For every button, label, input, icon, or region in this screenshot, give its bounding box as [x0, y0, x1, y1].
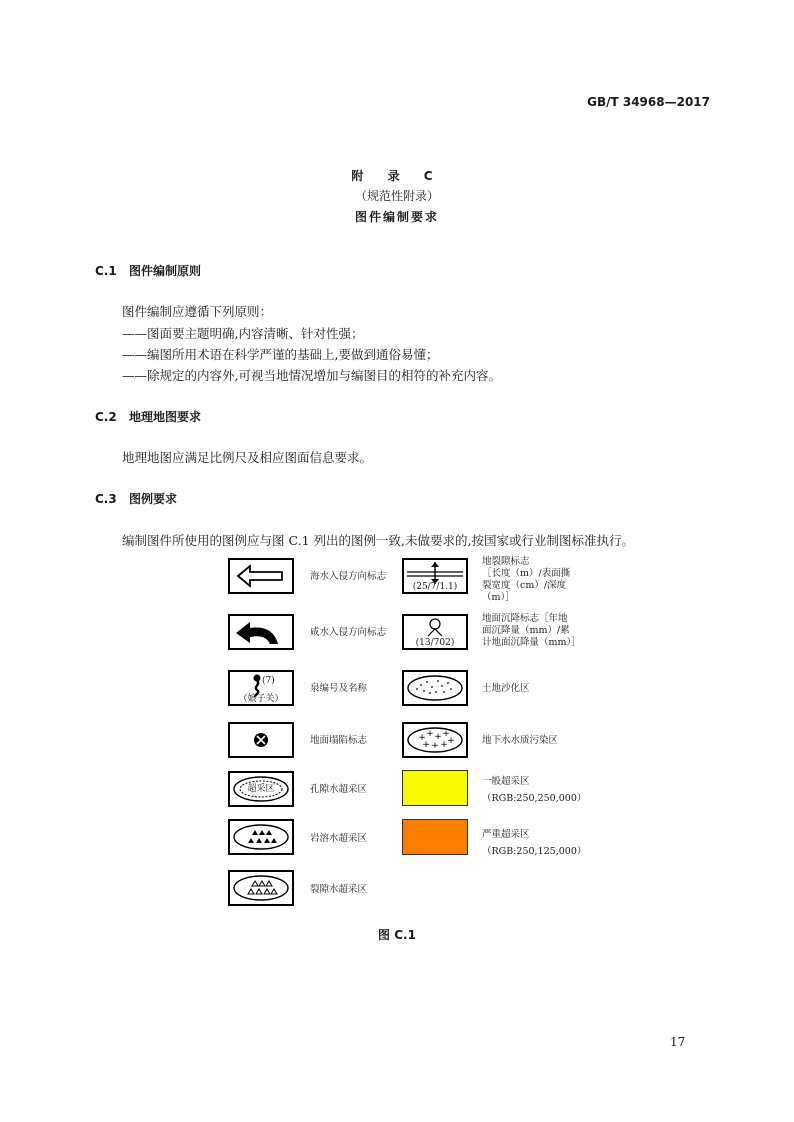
label-line: （m）］	[482, 592, 515, 603]
orange-swatch	[402, 819, 468, 855]
appendix-type: （规范性附录）	[354, 189, 439, 203]
legend-label	[482, 613, 581, 649]
svg-text:+: +	[422, 740, 430, 750]
label-line: 计地面沉降量（mm）］	[482, 637, 581, 648]
section-c3-heading	[95, 490, 177, 507]
legend-label: 地面塌陷标志	[310, 735, 368, 746]
label-line: 地裂隙标志	[482, 556, 530, 567]
yellow-swatch	[402, 770, 468, 806]
legend-label	[482, 826, 586, 860]
svg-text:+: +	[426, 729, 434, 739]
legend-symbol	[228, 819, 294, 855]
label-line: 面沉降量（mm）/累	[482, 625, 570, 636]
label-line: 裂宽度（cm）/深度	[482, 580, 567, 591]
svg-text:+: +	[442, 729, 450, 739]
legend-symbol	[228, 722, 294, 758]
hollow-arrow-left-icon	[230, 560, 292, 592]
label-line: （RGB:250,250,000）	[482, 793, 587, 804]
dotted-ellipse-icon	[404, 672, 466, 704]
legend-label	[482, 556, 570, 604]
legend-label: 地下水水质污染区	[482, 735, 559, 746]
section-title: 图例要求	[129, 492, 178, 506]
legend-symbol	[228, 870, 294, 906]
plus-ellipse-icon	[404, 724, 466, 756]
section-c2-heading	[95, 408, 201, 425]
legend-symbol	[228, 670, 294, 706]
label-line: 一般超采区	[482, 776, 530, 787]
standard-number: GB/T 34968—2017	[587, 95, 710, 109]
legend-symbol	[228, 558, 294, 594]
svg-text:+: +	[434, 732, 442, 742]
svg-text:+: +	[440, 740, 448, 750]
legend-label: 海水入侵方向标志	[310, 571, 387, 582]
hollow-triangles-ellipse-icon	[230, 872, 292, 904]
legend-symbol	[402, 722, 468, 758]
section-number: C.3	[95, 492, 117, 506]
legend-symbol	[402, 558, 468, 594]
legend-symbol	[228, 771, 294, 807]
svg-text:+: +	[447, 736, 455, 746]
filled-triangles-ellipse-icon	[230, 821, 292, 853]
section-c1-heading	[95, 262, 201, 279]
label-line: （RGB:250,125,000）	[482, 846, 587, 857]
legend-label: 裂隙水超采区	[310, 884, 368, 895]
legend-label: 咸水入侵方向标志	[310, 627, 387, 638]
c1-item: ——图面要主题明确,内容清晰、针对性强；	[122, 326, 364, 341]
legend-label: 泉编号及名称	[310, 683, 368, 694]
legend-label: 孔隙水超采区	[310, 784, 368, 795]
figure-caption: 图 C.1	[378, 928, 416, 942]
appendix-title: 附 录 C	[351, 169, 443, 183]
page-number: 17	[670, 1035, 686, 1049]
subsidence-value: (13/702)	[415, 638, 455, 648]
legend-label	[482, 773, 586, 807]
label-line: 地面沉降标志［年地	[482, 613, 568, 624]
legend-symbol	[402, 670, 468, 706]
legend-symbol	[228, 614, 294, 650]
appendix-name: 图件编制要求	[354, 210, 439, 224]
legend-symbol	[402, 614, 468, 650]
fissure-value: (25/7/1.1)	[412, 582, 458, 592]
svg-text:+: +	[431, 741, 439, 751]
section-number: C.2	[95, 410, 117, 424]
label-line: 严重超采区	[482, 829, 530, 840]
legend-label: 土地沙化区	[482, 683, 530, 694]
c1-item: ——除规定的内容外,可视当地情况增加与编图目的相符的补充内容。	[122, 368, 501, 383]
svg-text:+: +	[418, 733, 426, 743]
c3-text: 编制图件所使用的图例应与图 C.1 列出的图例一致,未做要求的,按国家或行业制图标准执行。	[122, 533, 634, 548]
legend-label: 岩溶水超采区	[310, 833, 368, 844]
section-number: C.1	[95, 264, 117, 278]
section-title: 图件编制原则	[129, 264, 202, 278]
spring-name: （娘子关）	[238, 694, 284, 704]
c1-item: ——编图所用术语在科学严谨的基础上,要做到通俗易懂；	[122, 347, 439, 362]
spring-number: (7)	[262, 676, 275, 686]
c1-intro: 图件编制应遵循下列原则：	[122, 304, 273, 319]
x-circle-icon	[230, 724, 292, 756]
section-title: 地理地图要求	[129, 410, 202, 424]
c2-text: 地理地图应满足比例尺及相应图面信息要求。	[122, 450, 373, 465]
curved-arrow-icon	[230, 616, 292, 648]
label-line: ［长度（m）/表面撕	[482, 568, 571, 579]
pore-water-text: 超采区	[247, 784, 275, 794]
